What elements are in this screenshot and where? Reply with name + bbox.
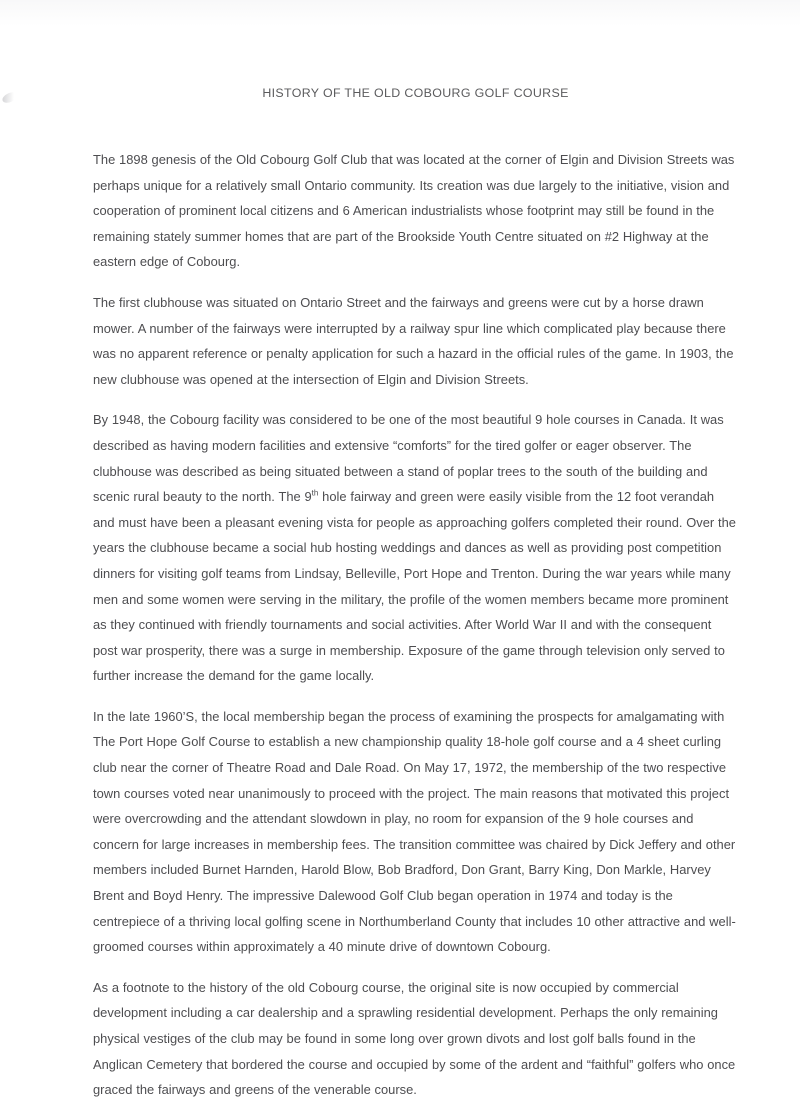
paragraph-by-1948 bbox=[93, 407, 738, 689]
ordinal-superscript: th bbox=[311, 488, 319, 498]
scan-artifact-top-edge bbox=[0, 0, 800, 26]
document-body bbox=[93, 86, 738, 1103]
paragraph-late-1960s: In the late 1960’S, the local membership began the process of examining the prospects for amalgamating with The Port Hope Golf Course to establish a new championship quality 18-hole golf course and a 4 sheet curling club near the corner of Theatre Road and Dale Road. On May 17, 1972, the membership of the two respective town courses voted near unanimously to proceed with the project. The main reasons that motivated this project were overcrowding and the attendant slowdown in play, no room for expansion of the 9 hole courses and concern for large increases in membership fees. The transition committee was chaired by Dick Jeffery and other members included Burnet Harnden, Harold Blow, Bob Bradford, Don Grant, Barry King, Don Markle, Harvey Brent and Boyd Henry. The impressive Dalewood Golf Club began operation in 1974 and today is the centrepiece of a thriving local golfing scene in Northumberland County that includes 10 other attractive and well-groomed courses within approximately a 40 minute drive of downtown Cobourg. bbox=[93, 708, 736, 955]
scan-artifact-smudge bbox=[1, 90, 19, 105]
paragraph-by-1948-part-2: hole fairway and green were easily visible from the 12 foot verandah and must have been a pleasant evening vista for people as approaching golfers completed their round. Over the years the clubhouse became a social hub hosting weddings and dances as well as providing post competition dinners for visiting golf teams from Lindsay, Belleville, Port Hope and Trenton. During the war years while many men and some women were serving in the military, the profile of the women members became more prominent as they continued with friendly tournaments and social activities. After World War II and with the consequent post war prosperity, there was a surge in membership. Exposure of the game through television only served to further increase the demand for the game locally. bbox=[93, 489, 736, 684]
paragraph-footnote: As a footnote to the history of the old Cobourg course, the original site is now occupied by commercial development including a car dealership and a sprawling residential development. Perhaps the only remaining physical vestiges of the club may be found in some long over grown divots and lost golf balls found in the Anglican Cemetery that bordered the course and occupied by some of the ardent and “faithful” golfers who once graced the fairways and greens of the venerable course. bbox=[93, 979, 736, 1098]
paragraph-first-clubhouse: The first clubhouse was situated on Ontario Street and the fairways and greens were cut by a horse drawn mower. A number of the fairways were interrupted by a railway spur line which complicated play because there was no apparent reference or penalty application for such a hazard in the official rules of the game. In 1903, the new clubhouse was opened at the intersection of Elgin and Division Streets. bbox=[93, 294, 734, 387]
paragraph-by-1948-part-1: By 1948, the Cobourg facility was considered to be one of the most beautiful 9 hole courses in Canada. It was described as having modern facilities and extensive “comforts” for the tired golfer or eager observer. The clubhouse was described as being situated between a stand of poplar trees to the south of the building and scenic rural beauty to the north. The 9 bbox=[93, 412, 724, 505]
page-title: HISTORY OF THE OLD COBOURG GOLF COURSE bbox=[262, 86, 569, 100]
paragraph-genesis: The 1898 genesis of the Old Cobourg Golf Club that was located at the corner of Elgin and Division Streets was perhaps unique for a relatively small Ontario community. Its creation was due largely to the initiative, vision and cooperation of prominent local citizens and 6 American industrialists whose footprint may still be found in the remaining stately summer homes that are part of the Brookside Youth Centre situated on #2 Highway at the eastern edge of Cobourg. bbox=[93, 152, 735, 270]
